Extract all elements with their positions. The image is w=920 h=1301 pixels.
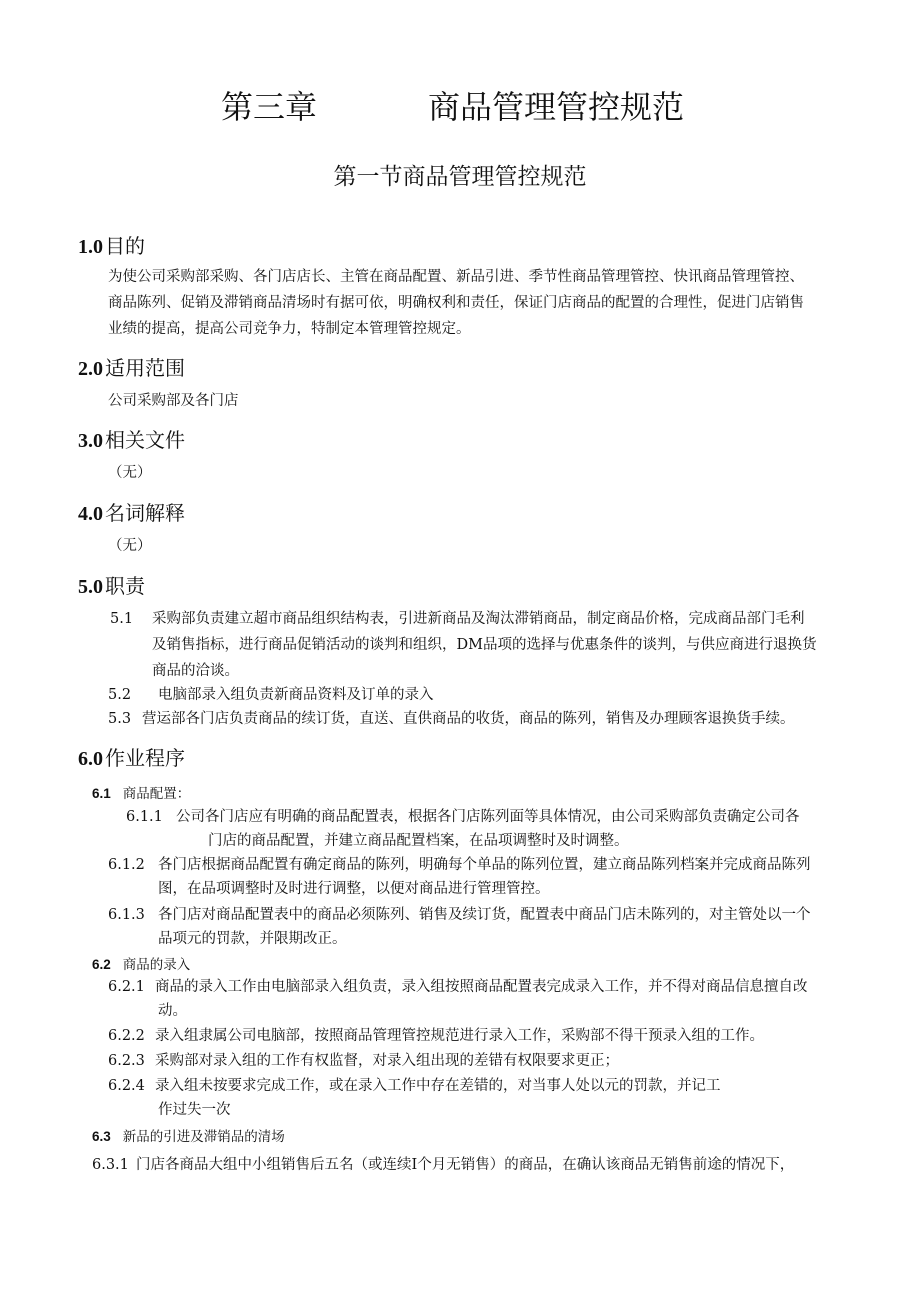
- subsection-6-3: 6.3 新品的引进及滞销品的清场: [92, 1129, 285, 1145]
- heading-procedures: 6.0 作业程序: [78, 746, 185, 770]
- heading-duties: 5.0 职责: [78, 574, 145, 598]
- scope-text: 公司采购部及各门店: [108, 393, 239, 409]
- proc-6-1-1-line-1: 公司各门店应有明确的商品配置表，根据各门店陈列面等具体情况，由公司采购部负责确定公司各: [176, 809, 800, 825]
- proc-6-2-1-number: 6.2.1: [108, 979, 145, 995]
- duty-5-1-line-1: 采购部负责建立超市商品组织结构表，引进新商品及淘汰滞销商品，制定商品价格，完成商品部门毛利: [152, 611, 805, 627]
- related-docs-text: （无）: [108, 465, 152, 481]
- proc-6-2-1-line-1: 商品的录入工作由电脑部录入组负责，录入组按照商品配置表完成录入工作，并不得对商品信息擅自改: [155, 979, 808, 995]
- section-title: 第一节商品管理管控规范: [333, 164, 587, 190]
- proc-6-1-3-line-1: 各门店对商品配置表中的商品必须陈列、销售及续订货，配置表中商品门店未陈列的，对主管处以一个: [158, 907, 811, 923]
- proc-6-1-1-number: 6.1.1: [126, 809, 163, 825]
- proc-6-2-4-line-1: 录入组未按要求完成工作，或在录入工作中存在差错的，对当事人处以元的罚款，并记工: [155, 1078, 721, 1094]
- proc-6-1-1-line-2: 门店的商品配置，并建立商品配置档案，在品项调整时及时调整。: [208, 833, 629, 849]
- duty-5-2: 5.2 电脑部录入组负责新商品资料及订单的录入: [108, 687, 434, 703]
- heading-scope: 2.0 适用范围: [78, 356, 185, 380]
- duty-5-1-number: 5.1: [110, 611, 134, 627]
- proc-6-1-2-line-2: 图，在品项调整时及时进行调整，以便对商品进行管理管控。: [158, 881, 550, 897]
- purpose-line-1: 为使公司采购部采购、各门店店长、主管在商品配置、新品引进、季节性商品管理管控、快讯商品管理管控、: [108, 269, 804, 285]
- duty-5-3: 5.3 营运部各门店负责商品的续订货，直送、直供商品的收货，商品的陈列，销售及办理顾客退换货手续。: [108, 711, 795, 727]
- proc-6-1-2-line-1: 各门店根据商品配置有确定商品的陈列，明确每个单品的陈列位置，建立商品陈列档案并完成商品陈列: [158, 857, 811, 873]
- heading-purpose: 1.0 目的: [78, 234, 145, 258]
- proc-6-1-2-number: 6.1.2: [108, 857, 145, 873]
- chapter-number: 第三章: [221, 88, 318, 126]
- proc-6-2-1-line-2: 动。: [158, 1003, 187, 1019]
- chapter-title: 商品管理管控规范: [428, 88, 685, 126]
- glossary-text: （无）: [108, 538, 152, 554]
- subsection-6-2: 6.2 商品的录入: [92, 957, 191, 973]
- proc-6-2-4-line-2: 作过失一次: [158, 1102, 231, 1118]
- heading-related-docs: 3.0 相关文件: [78, 428, 185, 452]
- purpose-line-2: 商品陈列、促销及滞销商品清场时有据可依，明确权利和责任，保证门店商品的配置的合理性，促进门店销售: [108, 295, 804, 311]
- heading-glossary: 4.0 名词解释: [78, 501, 185, 525]
- proc-6-1-3-line-2: 品项元的罚款，并限期改正。: [158, 931, 347, 947]
- subsection-6-1: 6.1 商品配置：: [92, 786, 191, 802]
- duty-5-1-line-3: 商品的洽谈。: [152, 663, 239, 679]
- proc-6-2-2: 6.2.2 录入组隶属公司电脑部，按照商品管理管控规范进行录入工作，采购部不得干预录入组的工作。: [108, 1028, 764, 1044]
- proc-6-1-3-number: 6.1.3: [108, 907, 145, 923]
- proc-6-2-4-number: 6.2.4: [108, 1078, 145, 1094]
- proc-6-2-3: 6.2.3 采购部对录入组的工作有权监督，对录入组出现的差错有权限要求更正；: [108, 1053, 619, 1069]
- proc-6-3-1: 6.3.1 门店各商品大组中小组销售后五名（或连续I个月无销售）的商品，在确认该商品无销售前途的情况下，: [92, 1157, 795, 1173]
- purpose-line-3: 业绩的提高，提高公司竞争力，特制定本管理管控规定。: [108, 321, 471, 337]
- duty-5-1-line-2: 及销售指标，进行商品促销活动的谈判和组织，DM品项的选择与优惠条件的谈判，与供应商进行退换货: [152, 637, 817, 653]
